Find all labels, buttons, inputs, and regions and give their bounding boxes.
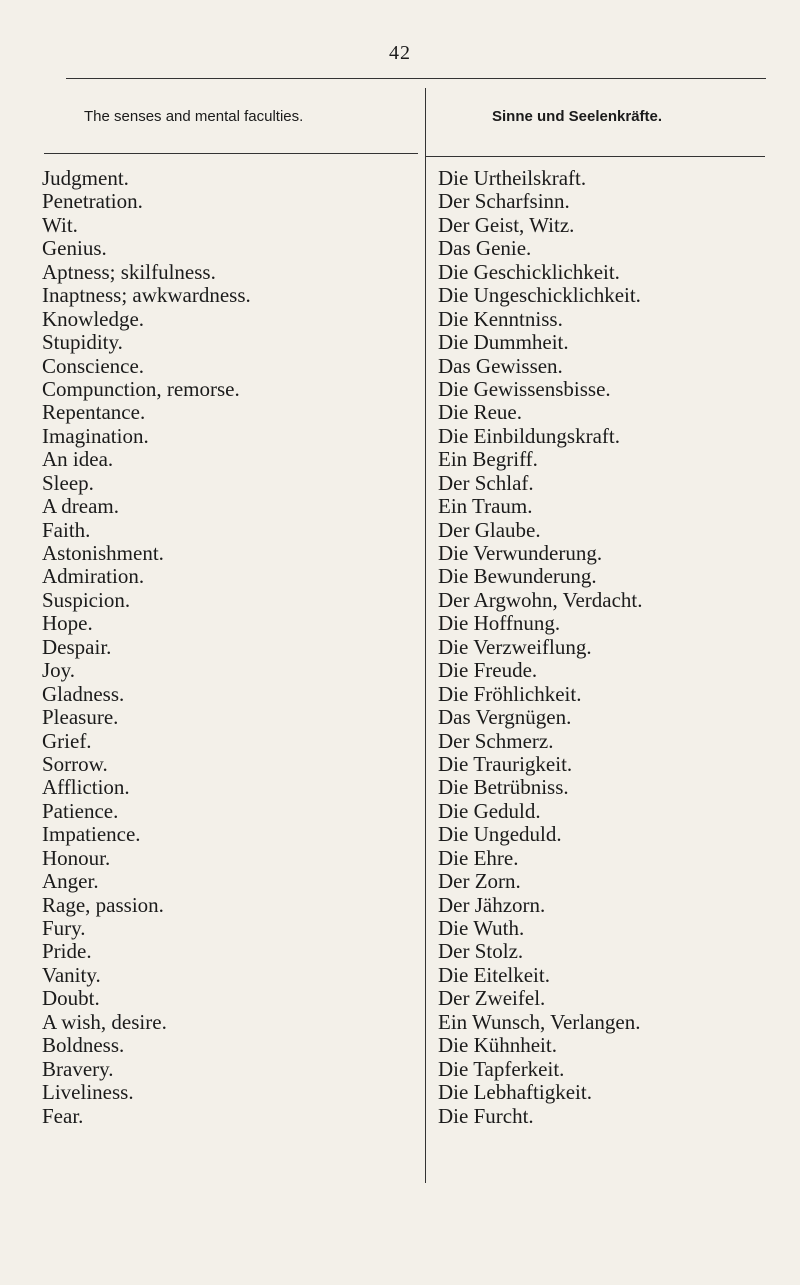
german-term: Ein Traum. <box>438 494 533 519</box>
english-term: Affliction. <box>42 775 130 800</box>
english-term-list <box>42 167 251 1128</box>
german-term: Der Stolz. <box>438 939 524 964</box>
german-term: Ein Wunsch, Verlangen. <box>438 1009 641 1034</box>
english-term: Pleasure. <box>42 705 119 730</box>
german-term: Der Jähzorn. <box>438 892 546 917</box>
page-number: 42 <box>389 42 411 64</box>
english-term: Penetration. <box>42 189 143 214</box>
english-term: Stupidity. <box>42 330 123 355</box>
german-term: Der Schlaf. <box>438 470 534 495</box>
english-term: Fear. <box>42 1103 84 1128</box>
english-term: Hope. <box>42 611 93 636</box>
english-term: Conscience. <box>42 353 145 378</box>
english-term: Fury. <box>42 916 86 940</box>
german-term: Die Verzweiflung. <box>438 634 592 659</box>
english-term: Repentance. <box>42 400 146 425</box>
english-term: Aptness; skilfulness. <box>42 259 216 284</box>
english-term: Boldness. <box>42 1033 125 1058</box>
german-term: Das Genie. <box>438 236 532 261</box>
german-term: Die Lebhaftigkeit. <box>438 1080 592 1105</box>
german-term: Das Gewissen. <box>438 353 563 378</box>
german-term: Die Traurigkeit. <box>438 751 573 776</box>
english-term: Imagination. <box>42 423 149 448</box>
german-term: Ein Begriff. <box>438 447 538 472</box>
german-term: Der Argwohn, Verdacht. <box>438 587 643 612</box>
english-term: Joy. <box>42 658 76 683</box>
english-term: An idea. <box>42 447 114 472</box>
german-term: Die Kühnheit. <box>438 1033 557 1058</box>
german-term: Die Ungeschicklichkeit. <box>438 283 641 308</box>
german-term: Der Zorn. <box>438 869 521 894</box>
column-divider <box>425 88 426 1183</box>
english-term: A wish, desire. <box>42 1009 167 1034</box>
english-term: Astonishment. <box>42 541 164 565</box>
german-column-header: Sinne und Seelenkräfte. <box>492 108 663 125</box>
english-term: Liveliness. <box>42 1080 134 1105</box>
header-rule-left <box>44 153 418 154</box>
german-term: Die Wuth. <box>438 916 525 940</box>
german-term: Die Gewissensbisse. <box>438 376 611 401</box>
german-term: Die Geduld. <box>438 798 541 823</box>
german-term: Der Zweifel. <box>438 986 546 1011</box>
german-term: Die Dummheit. <box>438 330 569 355</box>
german-term: Die Fröhlichkeit. <box>438 681 582 706</box>
english-term: Patience. <box>42 798 119 823</box>
english-term: Bravery. <box>42 1056 114 1081</box>
english-term: Inaptness; awkwardness. <box>42 283 251 308</box>
german-term: Der Scharfsinn. <box>438 189 570 214</box>
english-term: Judgment. <box>42 166 129 190</box>
english-term: Grief. <box>42 728 92 753</box>
german-term: Der Glaube. <box>438 517 541 542</box>
german-term: Die Tapferkeit. <box>438 1056 565 1081</box>
german-term: Die Einbildungskraft. <box>438 423 620 448</box>
top-rule <box>66 78 766 79</box>
english-term: Faith. <box>42 517 91 542</box>
english-term: Wit. <box>42 212 78 237</box>
english-term: Sorrow. <box>42 751 108 776</box>
english-term: Suspicion. <box>42 587 131 612</box>
english-term: A dream. <box>42 494 119 519</box>
german-term: Der Schmerz. <box>438 728 554 753</box>
english-term: Admiration. <box>42 564 145 589</box>
german-term: Die Verwunderung. <box>438 541 603 565</box>
german-term: Die Freude. <box>438 658 538 683</box>
english-term: Knowledge. <box>42 306 145 331</box>
header-rule-right <box>425 156 765 157</box>
english-term: Honour. <box>42 845 111 870</box>
german-term: Die Hoffnung. <box>438 611 561 636</box>
english-term: Despair. <box>42 634 112 659</box>
german-term: Die Kenntniss. <box>438 306 563 331</box>
english-term: Doubt. <box>42 986 100 1011</box>
german-term: Der Geist, Witz. <box>438 212 575 237</box>
english-term: Pride. <box>42 939 92 964</box>
german-term: Die Reue. <box>438 400 522 425</box>
german-term: Die Bewunderung. <box>438 564 597 589</box>
english-term: Sleep. <box>42 470 94 495</box>
english-term: Anger. <box>42 869 99 894</box>
english-term: Impatience. <box>42 822 141 847</box>
english-column-header: The senses and mental faculties. <box>84 108 304 125</box>
german-term: Die Ehre. <box>438 845 519 870</box>
german-term: Die Eitelkeit. <box>438 962 550 987</box>
english-term: Genius. <box>42 236 107 261</box>
german-term: Die Furcht. <box>438 1103 534 1128</box>
english-term: Rage, passion. <box>42 892 164 917</box>
german-term: Die Geschicklichkeit. <box>438 259 620 284</box>
german-term-list <box>438 167 643 1128</box>
german-term: Die Urtheilskraft. <box>438 166 587 190</box>
german-term: Die Betrübniss. <box>438 775 569 800</box>
german-term: Das Vergnügen. <box>438 705 572 730</box>
english-term: Gladness. <box>42 681 125 706</box>
english-term: Compunction, remorse. <box>42 376 240 401</box>
english-term: Vanity. <box>42 962 101 987</box>
german-term: Die Ungeduld. <box>438 822 562 847</box>
